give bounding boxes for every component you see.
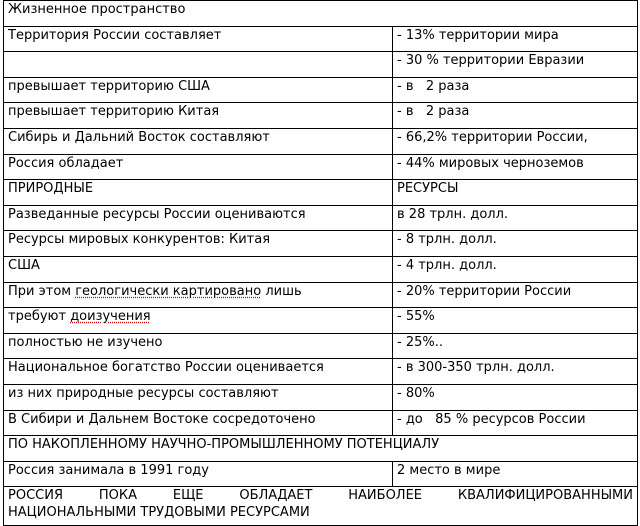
- row-label: США: [4, 256, 393, 282]
- row-value: - 4 трлн. долл.: [393, 256, 638, 282]
- row-label-pre: При этом: [8, 283, 76, 299]
- row-value: - в 300-350 трлн. долл.: [393, 359, 638, 385]
- table-row: [4, 231, 638, 257]
- row-value: - 25%..: [393, 333, 638, 359]
- table-row: [4, 26, 638, 52]
- row-value: - в 2 раза: [393, 77, 638, 103]
- table-row: [4, 52, 638, 78]
- row-label: [4, 282, 393, 308]
- potential-heading-row: [4, 436, 638, 462]
- row-label-post: лишь: [261, 283, 302, 299]
- row-label: Территория России составляет: [4, 26, 393, 52]
- table-row: [4, 103, 638, 129]
- row-value: - 13% территории мира: [393, 26, 638, 52]
- table-title: Жизненное пространство: [4, 1, 638, 27]
- table-row: [4, 128, 638, 154]
- table-row: [4, 308, 638, 334]
- section-heading-row: [4, 180, 638, 206]
- row-value: - 55%: [393, 308, 638, 334]
- row-value: - в 2 раза: [393, 103, 638, 129]
- row-label: В Сибири и Дальнем Востоке сосредоточено: [4, 410, 393, 436]
- row-value: - до 85 % ресурсов России: [393, 410, 638, 436]
- table-row: [4, 77, 638, 103]
- row-label: Россия обладает: [4, 154, 393, 180]
- spellcheck-marked-text: доизучения: [70, 309, 151, 325]
- spellcheck-marked-text: геологически картировано: [75, 283, 262, 299]
- table-row: [4, 384, 638, 410]
- row-label: Ресурсы мировых конкурентов: Китая: [4, 231, 393, 257]
- table-row: [4, 359, 638, 385]
- section-heading-left: ПРИРОДНЫЕ: [4, 180, 393, 206]
- table-row: [4, 154, 638, 180]
- closing-row: [4, 487, 638, 526]
- row-value: - 44% мировых черноземов: [393, 154, 638, 180]
- row-label: [4, 308, 393, 334]
- row-label: Разведанные ресурсы России оцениваются: [4, 205, 393, 231]
- row-label: превышает территорию Китая: [4, 103, 393, 129]
- row-value: - 8 трлн. долл.: [393, 231, 638, 257]
- row-label: Национальное богатство России оценивается: [4, 359, 393, 385]
- section-heading-right: РЕСУРСЫ: [393, 180, 638, 206]
- table-row: [4, 256, 638, 282]
- potential-heading: ПО НАКОПЛЕННОМУ НАУЧНО-ПРОМЫШЛЕННОМУ ПОТЕНЦИАЛУ: [4, 436, 638, 462]
- rank-value: 2 место в мире: [393, 461, 638, 487]
- closing-line-1: РОССИЯ ПОКА ЕЩЕ ОБЛАДАЕТ НАИБОЛЕЕ КВАЛИФИЦИРОВАННЫМИ: [8, 488, 633, 504]
- row-label: из них природные ресурсы составляют: [4, 384, 393, 410]
- table-row: [4, 333, 638, 359]
- table-row: [4, 410, 638, 436]
- rank-row: [4, 461, 638, 487]
- row-label: Сибирь и Дальний Восток составляют: [4, 128, 393, 154]
- closing-statement: [4, 487, 638, 526]
- row-label: превышает территорию США: [4, 77, 393, 103]
- resources-table: [3, 0, 638, 526]
- rank-label: Россия занимала в 1991 году: [4, 461, 393, 487]
- row-label: полностью не изучено: [4, 333, 393, 359]
- row-value: - 80%: [393, 384, 638, 410]
- table-row: [4, 205, 638, 231]
- row-value: - 30 % территории Евразии: [393, 52, 638, 78]
- table-row: [4, 282, 638, 308]
- row-value: в 28 трлн. долл.: [393, 205, 638, 231]
- row-label-pre: требуют: [8, 309, 71, 325]
- row-value: - 20% территории России: [393, 282, 638, 308]
- title-row: [4, 1, 638, 27]
- closing-line-2: НАЦИОНАЛЬНЫМИ ТРУДОВЫМИ РЕСУРСАМИ: [8, 505, 310, 521]
- row-value: - 66,2% территории России,: [393, 128, 638, 154]
- row-label: [4, 52, 393, 78]
